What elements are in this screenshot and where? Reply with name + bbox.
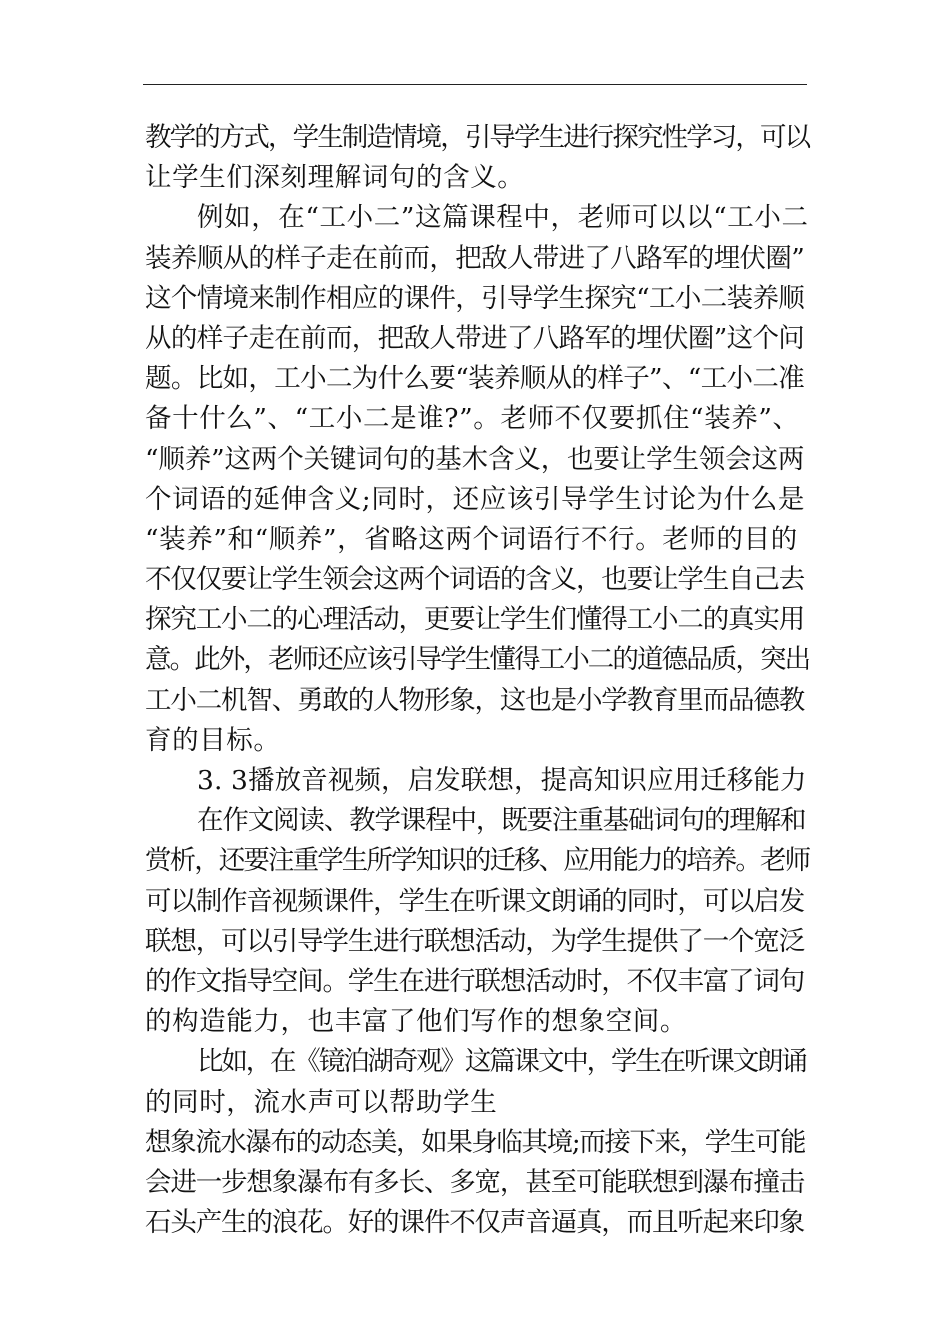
text-line: 意。此外，老师还应该引导学生懂得工小二的道德品质，突出 [145, 644, 810, 676]
text-line: 的作文指导空间。学生在进行联想活动时，不仅丰富了词句 [145, 965, 805, 997]
text-line: 从的样子走在前而，把敌人带进了八路军的埋伏圈”这个问 [145, 322, 805, 354]
text-line: 装养顺从的样子走在前而，把敌人带进了八路军的埋伏圈” [145, 242, 805, 274]
text-line: 比如，在《镜泊湖奇观》这篇课文中，学生在听课文朗诵 [197, 1046, 806, 1078]
text-line: 的同时，流水声可以帮助学生 [145, 1086, 498, 1118]
text-line: 3. 3播放音视频，启发联想，提高知识应用迁移能力 [197, 765, 807, 796]
text-line: 让学生们深刻理解词句的含义。 [145, 162, 525, 194]
text-line: 例如，在“工小二”这篇课程中，老师可以以“工小二 [197, 202, 809, 234]
text-line: 不仅仅要让学生领会这两个词语的含义，也要让学生自己去 [145, 564, 805, 596]
text-line: 可以制作音视频课件，学生在听课文朗诵的同时，可以启发 [145, 885, 805, 917]
text-line: “顺养”这两个关键词句的基木含义，也要让学生领会这两 [145, 443, 805, 475]
text-line: 育的目标。 [145, 724, 281, 756]
header-rule [143, 84, 807, 85]
text-line: 赏析，还要注重学生所学知识的迁移、应用能力的培养。老师 [145, 845, 810, 877]
body-text [145, 118, 809, 1243]
text-line: 这个情境来制作相应的课件，引导学生探究“工小二装养顺 [145, 282, 805, 314]
text-line: 探究工小二的心理活动，更要让学生们懂得工小二的真实用 [145, 604, 805, 636]
text-line: 工小二机智、勇敢的人物形象，这也是小学教育里而品德教 [145, 684, 805, 716]
text-line: 石头产生的浪花。好的课件不仅声音逼真，而且听起来印象 [145, 1207, 805, 1239]
text-line: 联想，可以引导学生进行联想活动，为学生提供了一个宽泛 [145, 925, 805, 957]
text-line: 备十什么”、“工小二是谁?”。老师不仅要抓住“装养”、 [145, 403, 800, 435]
text-line: 的构造能力，也丰富了他们写作的想象空间。 [145, 1006, 687, 1038]
text-line: 会进一步想象瀑布有多长、多宽，甚至可能联想到瀑布撞击 [145, 1166, 805, 1198]
text-line: 教学的方式，学生制造情境，引导学生进行探究性学习，可以 [145, 122, 810, 153]
text-line: 个词语的延伸含义;同时，还应该引导学生讨论为什么是 [145, 483, 805, 515]
text-line: 想象流水瀑布的动态美，如果身临其境;而接下来，学生可能 [145, 1126, 806, 1158]
text-line: 题。比如，工小二为什么要“装养顺从的样子”、“工小二准 [145, 363, 805, 395]
text-line: “装养”和“顺养”，省略这两个词语行不行。老师的目的 [145, 523, 798, 555]
text-line: 在作文阅读、教学课程中，既要注重基础词句的理解和 [197, 805, 806, 837]
